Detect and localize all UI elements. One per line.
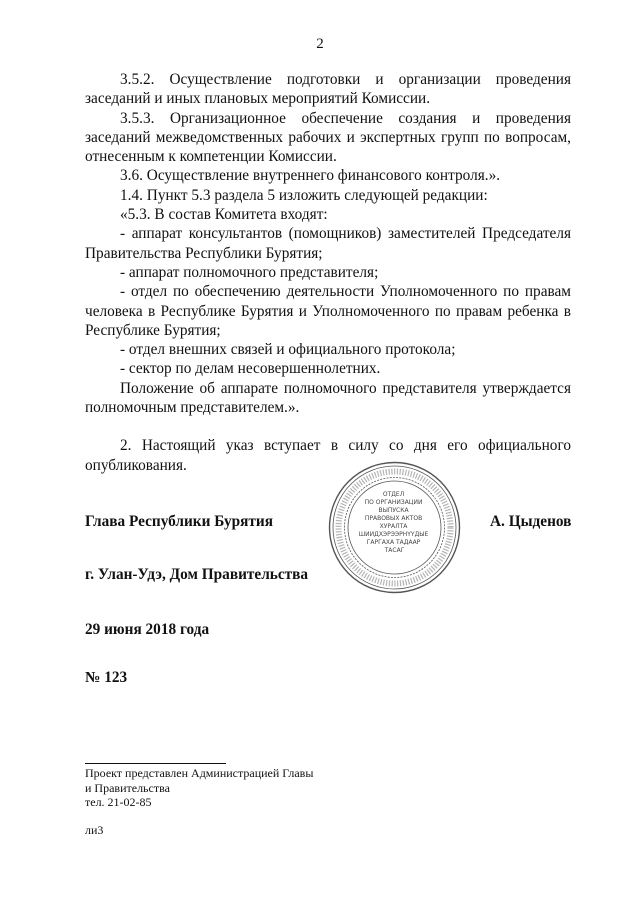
paragraph-3-5-3: 3.5.3. Организационное обеспечение создания и проведения заседаний межведомственных рабочих и экспертных групп по вопросам, отнесенным к компетенции Комиссии. [85,109,571,166]
document-code: ли3 [85,823,104,837]
footnote-phone: тел. 21-02-85 [85,795,152,809]
footnote-line-2: и Правительства [85,780,170,795]
paragraph-5-3: «5.3. В состав Комитета входят: [120,206,328,224]
signing-date: 29 июня 2018 года [85,621,210,638]
footnote [85,766,313,810]
seal-line-3: ВЫПУСКА [378,507,409,514]
paragraph-effective-date: 2. Настоящий указ вступает в силу со дня его официального опубликования. [85,437,571,474]
signing-place: г. Улан-Удэ, Дом Правительства [85,566,309,583]
official-seal [327,460,462,595]
seal-line-2: ПО ОРГАНИЗАЦИИ [364,499,423,506]
list-item-representative-office: - аппарат полномочного представителя; [120,263,379,281]
page-number: 2 [316,36,324,52]
footnote-line-1: Проект представлен Администрацией Главы [85,766,314,780]
seal-line-7: ГАРГАХА ТАДААР [366,539,421,546]
paragraph-3-6: 3.6. Осуществление внутреннего финансового контроля.». [120,167,501,185]
seal-line-4: ПРАВОВЫХ АКТОВ [364,515,423,522]
footnote-divider [85,763,226,764]
paragraph-regulation: Положение об аппарате полномочного представителя утверждается полномочным представителем.». [85,379,571,417]
seal-line-6: ШИИДХЭРЭЭРНҮҮДЫЕ [358,531,429,538]
seal-line-8: ТАСАГ [384,547,405,554]
list-item-ombudsman-department: - отдел по обеспечению деятельности Уполномоченного по правам человека в Республике Бурятия и Уполномоченного по правам ребенка в Республике Бурятия; [85,283,571,339]
svg-text:ОТДЕЛ ПО ОРГАНИЗАЦИИ В [359,491,431,554]
seal-line-1: ОТДЕЛ [382,491,405,498]
list-item-consultants: - аппарат консультантов (помощников) заместителей Председателя Правительства Республики Бурятия; [85,225,571,262]
signatory-name: А. Цыденов [490,513,572,530]
paragraph-3-5-2: 3.5.2. Осуществление подготовки и организации проведения заседаний и иных плановых мероприятий Комиссии. [85,71,571,108]
decree-number: № 123 [85,669,128,686]
list-item-external-relations: - отдел внешних связей и официального протокола; [120,341,456,359]
paragraph-1-4: 1.4. Пункт 5.3 раздела 5 изложить следующей редакции: [120,186,488,204]
signatory-title: Глава Республики Бурятия [85,513,274,530]
list-item-juvenile-sector: - сектор по делам несовершеннолетних. [120,360,381,378]
document-body [85,70,571,475]
seal-line-5: ХУРАЛТА [379,523,408,530]
